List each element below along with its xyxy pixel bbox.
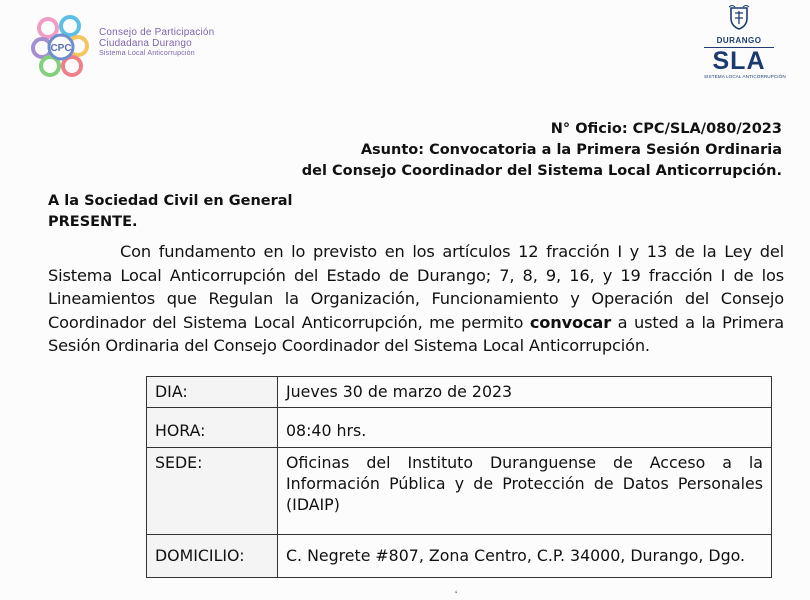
addressee-block [48,191,293,233]
sla-acronym: SLA [712,47,766,75]
row-value-domicilio: C. Negrete #807, Zona Centro, C.P. 34000, Durango, Dgo. [278,535,772,578]
body-paragraph [48,240,784,358]
body-text-bold: convocar [529,312,612,332]
cpc-line-3: Sistema Local Anticorrupción [99,50,195,57]
addressee: A la Sociedad Civil en General [48,193,293,209]
body-text-before: Con fundamento en lo previsto en los artículos 12 fracción I y 13 de la Ley del Sistema Local Anticorrupción del Estado de Durango; 7, 8, 9, 16, y 19 fracción I de los Lineamientos que Regulan la Organización, Funcionamiento y Operación del Consejo Coordinador del Sistema Local Anticorrupción, me permito [48,242,784,332]
row-label-domicilio: DOMICILIO: [147,535,278,578]
durango-label: DURANGO [716,36,762,45]
table-row [147,408,772,448]
row-label-dia: DIA: [147,377,278,408]
cpc-line-2: Ciudadana Durango [99,38,192,49]
oficio-number: N° Oficio: CPC/SLA/080/2023 [550,121,782,137]
row-value-dia: Jueves 30 de marzo de 2023 [278,377,772,408]
meeting-details-table [146,376,772,578]
durango-crest-icon [726,4,752,30]
row-label-hora: HORA: [147,408,278,448]
page-cut-mark: ʻ [455,590,458,600]
cpc-logo-text [99,27,214,59]
cpc-line-1: Consejo de Participación [99,27,215,38]
sla-tagline: SISTEMA LOCAL ANTICORRUPCIÓN [704,74,786,79]
asunto-line-1: Asunto: Convocatoria a la Primera Sesión Ordinaria [360,142,782,158]
cpc-badge-text: CPC [50,43,72,54]
sla-logo [704,4,786,84]
row-value-sede: Oficinas del Instituto Duranguense de Acceso a la Información Pública y de Protección de Datos Personales (IDAIP) [278,448,772,535]
asunto-line-2: del Consejo Coordinador del Sistema Local Anticorrupción. [301,163,782,179]
table-row [147,535,772,578]
table-row [147,448,772,535]
table-row [147,377,772,408]
body-text-after: a usted a la Primera Sesión Ordinaria del Consejo Coordinador del Sistema Local Anticorrupción. [48,312,785,355]
row-label-sede: SEDE: [147,448,278,535]
row-value-hora: 08:40 hrs. [278,408,772,448]
presente: PRESENTE. [48,214,138,230]
document-meta [302,119,782,182]
cpc-logo [30,14,92,80]
